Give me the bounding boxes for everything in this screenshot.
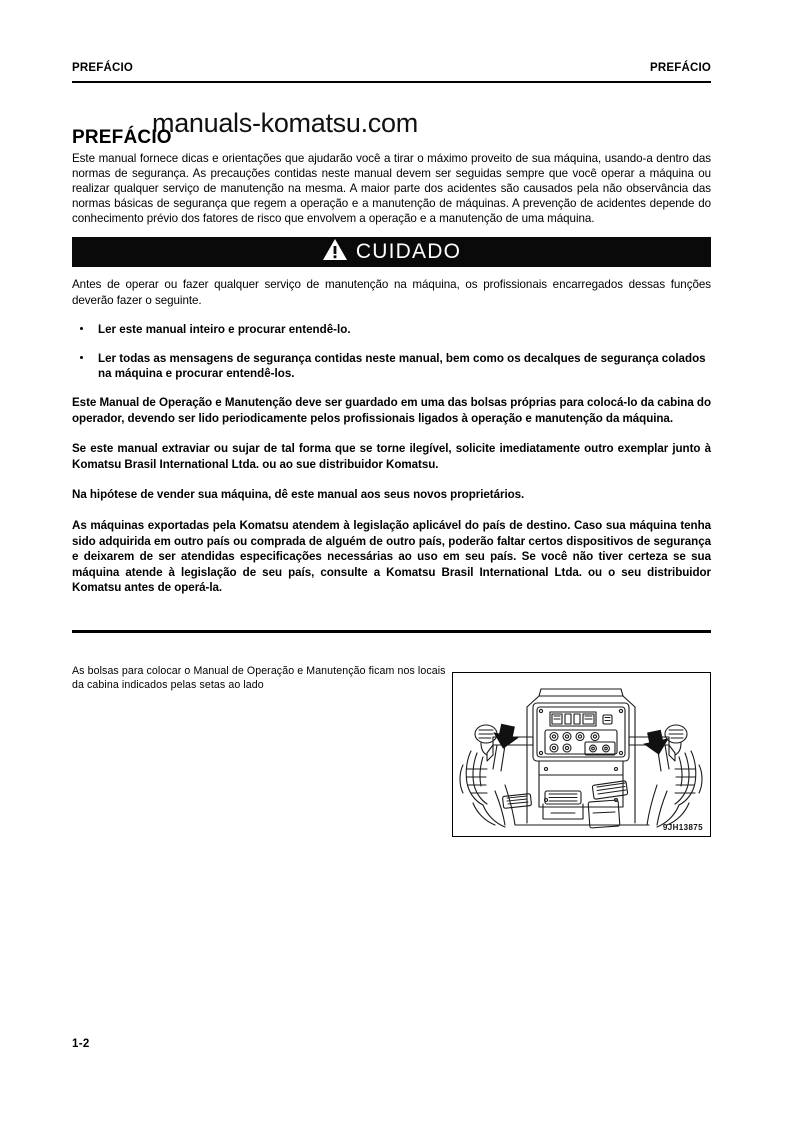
page-number: 1-2 bbox=[72, 1038, 90, 1050]
section-divider bbox=[72, 630, 711, 633]
bullet-dot-icon bbox=[80, 356, 83, 359]
header-right-title: PREFÁCIO bbox=[649, 62, 711, 74]
list-item-text: Ler todas as mensagens de segurança contidas neste manual, bem como os decalques de segurança colados na máquina e procurar entendê-los. bbox=[98, 351, 706, 380]
bullet-dot-icon bbox=[80, 327, 83, 330]
paragraph-resale: Na hipótese de vender sua máquina, dê este manual aos seus novos proprietários. bbox=[72, 488, 525, 502]
list-item bbox=[72, 322, 711, 337]
watermark-text: manuals-komatsu.com bbox=[152, 108, 418, 138]
header-left-title: PREFÁCIO bbox=[72, 62, 134, 74]
paragraph-export-legislation: As máquinas exportadas pela Komatsu atendem à legislação aplicável do país de destino. Caso sua máquina tenha sido adquirida em outro país ou comprada de alguém de outro país, poderão faltar certos dispositivos de segurança e deixarem de ser atendidas especificações necessárias ao uso em seu país. Se você não tiver certeza se sua máquina atende à legislação de seu país, consulte a Komatsu Brasil International Ltda. ou o seu distribuidor Komatsu antes de operá-la. bbox=[72, 518, 711, 595]
figure-code-label: 9JH13875 bbox=[662, 823, 703, 832]
warning-triangle-icon bbox=[322, 238, 348, 266]
intro-paragraph: Este manual fornece dicas e orientações que ajudarão você a tirar o máximo proveito de sua máquina, usando-a dentro das normas de segurança. As precauções contidas neste manual devem ser seguidas sempre que você operar a máquina ou realizar qualquer serviço de manutenção na mesma. A maior parte dos acidentes são causados pela não observância das normas básicas de segurança que regem a operação e a manutenção de máquinas. A prevenção de acidentes depende do conhecimento prévio dos fatores de risco que envolvem a operação e a manutenção de uma máquina. bbox=[72, 152, 711, 226]
caution-banner bbox=[72, 237, 711, 267]
paragraph-replacement-copy: Se este manual extraviar ou sujar de tal forma que se torne ilegível, solicite imediatamente outro exemplar junto à Komatsu Brasil International Ltda. ou ao sue distribuidor Komatsu. bbox=[72, 442, 711, 471]
paragraph-manual-storage: Este Manual de Operação e Manutenção deve ser guardado em uma das bolsas próprias para colocá-lo da cabina do operador, devendo ser lido periodicamente pelos profissionais ligados à operação e manutenção da máquina. bbox=[72, 395, 711, 425]
caution-bullet-list bbox=[72, 322, 711, 381]
header-divider bbox=[72, 81, 711, 83]
caution-label: CUIDADO bbox=[355, 240, 462, 264]
cabin-interior-illustration bbox=[452, 672, 711, 837]
running-header bbox=[72, 62, 711, 74]
bag-location-note: As bolsas para colocar o Manual de Operação e Manutenção ficam nos locais da cabina indicados pelas setas ao lado bbox=[72, 665, 446, 691]
caution-body-text: Antes de operar ou fazer qualquer serviço de manutenção na máquina, os profissionais encarregados dessas funções deverão fazer o seguinte. bbox=[72, 278, 711, 307]
content-column bbox=[72, 151, 711, 611]
page-title: PREFÁCIO bbox=[72, 127, 172, 148]
list-item-text: Ler este manual inteiro e procurar entendê-lo. bbox=[98, 322, 351, 336]
list-item bbox=[72, 351, 711, 381]
